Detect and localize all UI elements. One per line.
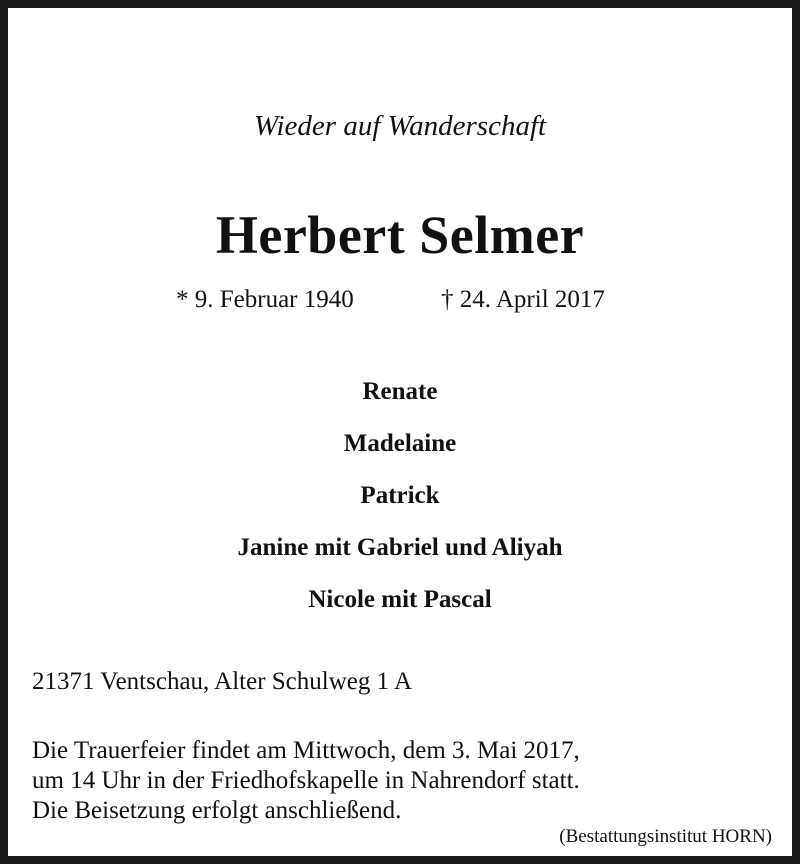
mourner: Renate — [362, 378, 438, 405]
mourner: Madelaine — [343, 430, 457, 457]
funeral-details — [32, 736, 580, 826]
deceased-name: Herbert Selmer — [215, 205, 585, 265]
death-date: † 24. April 2017 — [441, 286, 605, 313]
funeral-line: Die Beisetzung erfolgt anschließend. — [32, 797, 402, 824]
mourner: Nicole mit Pascal — [308, 586, 492, 613]
birth-date: * 9. Februar 1940 — [176, 286, 354, 313]
mourners-list — [8, 374, 792, 634]
mourner: Janine mit Gabriel und Aliyah — [237, 534, 563, 561]
funeral-line: Die Trauerfeier findet am Mittwoch, dem 3. Mai 2017, — [32, 737, 580, 764]
funeral-line: um 14 Uhr in der Friedhofskapelle in Nahrendorf statt. — [32, 767, 580, 794]
family-address: 21371 Ventschau, Alter Schulweg 1 A — [32, 668, 413, 695]
mourner: Patrick — [360, 482, 440, 509]
funeral-home: (Bestattungsinstitut HORN) — [559, 826, 772, 847]
motto: Wieder auf Wanderschaft — [253, 110, 547, 142]
